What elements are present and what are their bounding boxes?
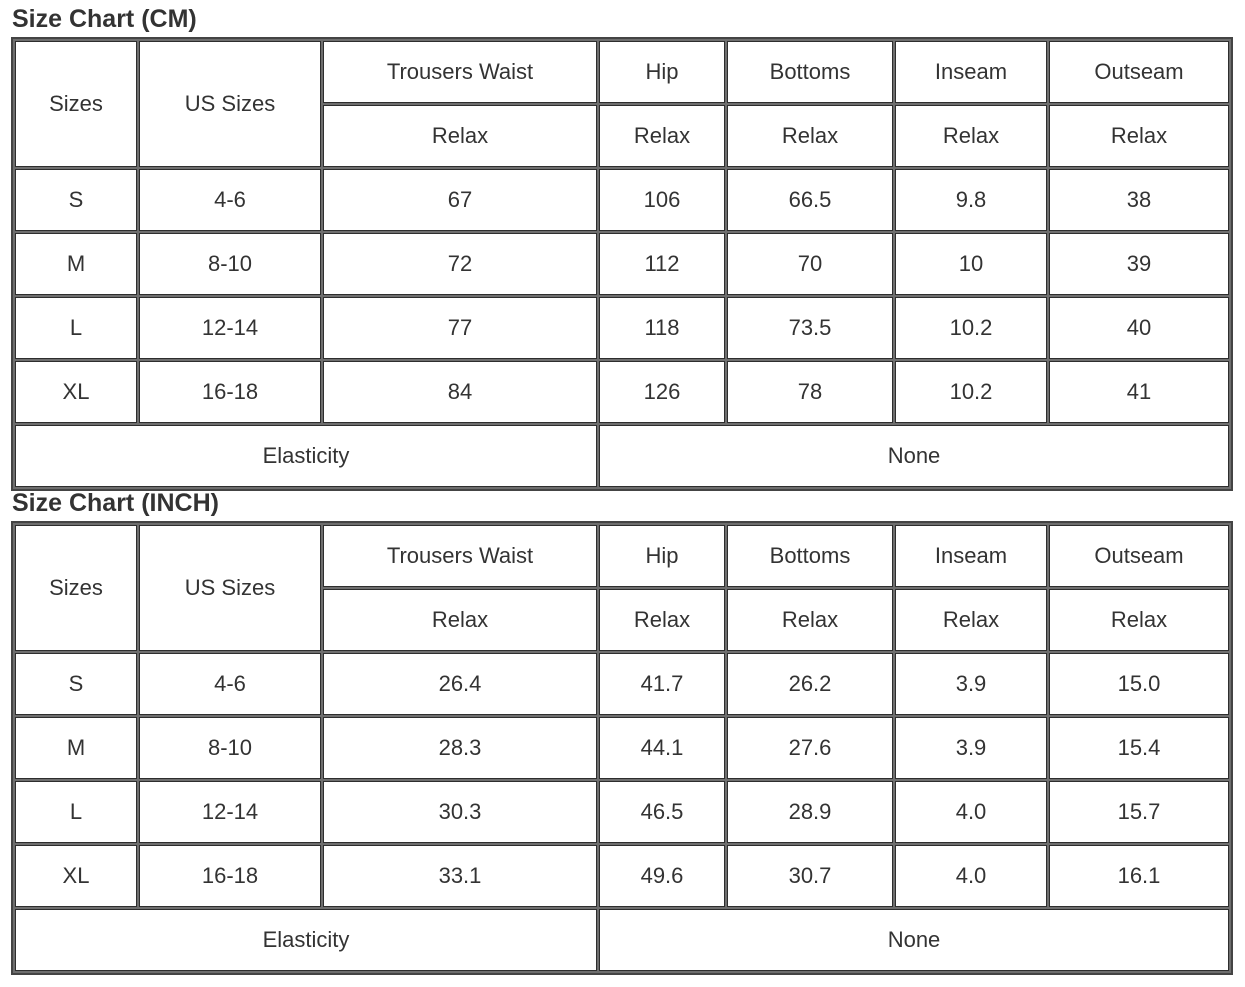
footer-row: [15, 425, 1229, 487]
size-chart-cm-table: [11, 37, 1233, 491]
waist-cell: 84: [323, 361, 597, 423]
waist-cell: 67: [323, 169, 597, 231]
inseam-cell: 10.2: [895, 361, 1047, 423]
fit-cell: Relax: [323, 589, 597, 651]
waist-cell: 33.1: [323, 845, 597, 907]
fit-cell: Relax: [727, 589, 893, 651]
header-inseam: Inseam: [895, 525, 1047, 587]
inseam-cell: 3.9: [895, 653, 1047, 715]
waist-cell: 30.3: [323, 781, 597, 843]
fit-cell: Relax: [895, 105, 1047, 167]
inseam-cell: 9.8: [895, 169, 1047, 231]
footer-row: [15, 909, 1229, 971]
size-cell: M: [15, 717, 137, 779]
table-row: [15, 169, 1229, 231]
size-cell: L: [15, 297, 137, 359]
header-row: [15, 41, 1229, 103]
header-bottoms: Bottoms: [727, 525, 893, 587]
hip-cell: 46.5: [599, 781, 725, 843]
waist-cell: 77: [323, 297, 597, 359]
inseam-cell: 3.9: [895, 717, 1047, 779]
size-cell: L: [15, 781, 137, 843]
size-cell: XL: [15, 361, 137, 423]
outseam-cell: 16.1: [1049, 845, 1229, 907]
bottoms-cell: 26.2: [727, 653, 893, 715]
hip-cell: 106: [599, 169, 725, 231]
us-size-cell: 4-6: [139, 653, 321, 715]
header-outseam: Outseam: [1049, 41, 1229, 103]
us-size-cell: 16-18: [139, 845, 321, 907]
table-row: [15, 297, 1229, 359]
fit-cell: Relax: [1049, 589, 1229, 651]
size-cell: M: [15, 233, 137, 295]
table-row: [15, 361, 1229, 423]
header-hip: Hip: [599, 41, 725, 103]
bottoms-cell: 78: [727, 361, 893, 423]
size-cell: S: [15, 653, 137, 715]
inseam-cell: 4.0: [895, 781, 1047, 843]
outseam-cell: 15.7: [1049, 781, 1229, 843]
size-chart-cm-title: Size Chart (CM): [12, 5, 197, 33]
outseam-cell: 40: [1049, 297, 1229, 359]
header-us-sizes: US Sizes: [139, 41, 321, 167]
fit-cell: Relax: [727, 105, 893, 167]
fit-cell: Relax: [599, 589, 725, 651]
fit-cell: Relax: [599, 105, 725, 167]
fit-cell: Relax: [895, 589, 1047, 651]
header-bottoms: Bottoms: [727, 41, 893, 103]
bottoms-cell: 28.9: [727, 781, 893, 843]
elasticity-value: None: [599, 425, 1229, 487]
outseam-cell: 15.0: [1049, 653, 1229, 715]
hip-cell: 44.1: [599, 717, 725, 779]
outseam-cell: 38: [1049, 169, 1229, 231]
header-row: [15, 525, 1229, 587]
waist-cell: 72: [323, 233, 597, 295]
header-trousers-waist: Trousers Waist: [323, 41, 597, 103]
inseam-cell: 4.0: [895, 845, 1047, 907]
header-sizes: Sizes: [15, 525, 137, 651]
inseam-cell: 10: [895, 233, 1047, 295]
elasticity-label: Elasticity: [15, 425, 597, 487]
header-sizes: Sizes: [15, 41, 137, 167]
size-chart-inch-title: Size Chart (INCH): [12, 489, 219, 517]
table-row: [15, 233, 1229, 295]
waist-cell: 28.3: [323, 717, 597, 779]
bottoms-cell: 66.5: [727, 169, 893, 231]
header-hip: Hip: [599, 525, 725, 587]
table-row: [15, 717, 1229, 779]
us-size-cell: 8-10: [139, 717, 321, 779]
bottoms-cell: 30.7: [727, 845, 893, 907]
outseam-cell: 15.4: [1049, 717, 1229, 779]
fit-cell: Relax: [1049, 105, 1229, 167]
size-cell: XL: [15, 845, 137, 907]
hip-cell: 112: [599, 233, 725, 295]
bottoms-cell: 27.6: [727, 717, 893, 779]
elasticity-value: None: [599, 909, 1229, 971]
table-row: [15, 845, 1229, 907]
us-size-cell: 12-14: [139, 781, 321, 843]
us-size-cell: 4-6: [139, 169, 321, 231]
size-chart-inch-table: [11, 521, 1233, 975]
size-cell: S: [15, 169, 137, 231]
us-size-cell: 8-10: [139, 233, 321, 295]
header-trousers-waist: Trousers Waist: [323, 525, 597, 587]
table-row: [15, 781, 1229, 843]
header-outseam: Outseam: [1049, 525, 1229, 587]
header-inseam: Inseam: [895, 41, 1047, 103]
waist-cell: 26.4: [323, 653, 597, 715]
us-size-cell: 12-14: [139, 297, 321, 359]
hip-cell: 49.6: [599, 845, 725, 907]
fit-cell: Relax: [323, 105, 597, 167]
outseam-cell: 41: [1049, 361, 1229, 423]
hip-cell: 126: [599, 361, 725, 423]
elasticity-label: Elasticity: [15, 909, 597, 971]
outseam-cell: 39: [1049, 233, 1229, 295]
us-size-cell: 16-18: [139, 361, 321, 423]
bottoms-cell: 73.5: [727, 297, 893, 359]
header-us-sizes: US Sizes: [139, 525, 321, 651]
hip-cell: 118: [599, 297, 725, 359]
bottoms-cell: 70: [727, 233, 893, 295]
table-row: [15, 653, 1229, 715]
inseam-cell: 10.2: [895, 297, 1047, 359]
hip-cell: 41.7: [599, 653, 725, 715]
